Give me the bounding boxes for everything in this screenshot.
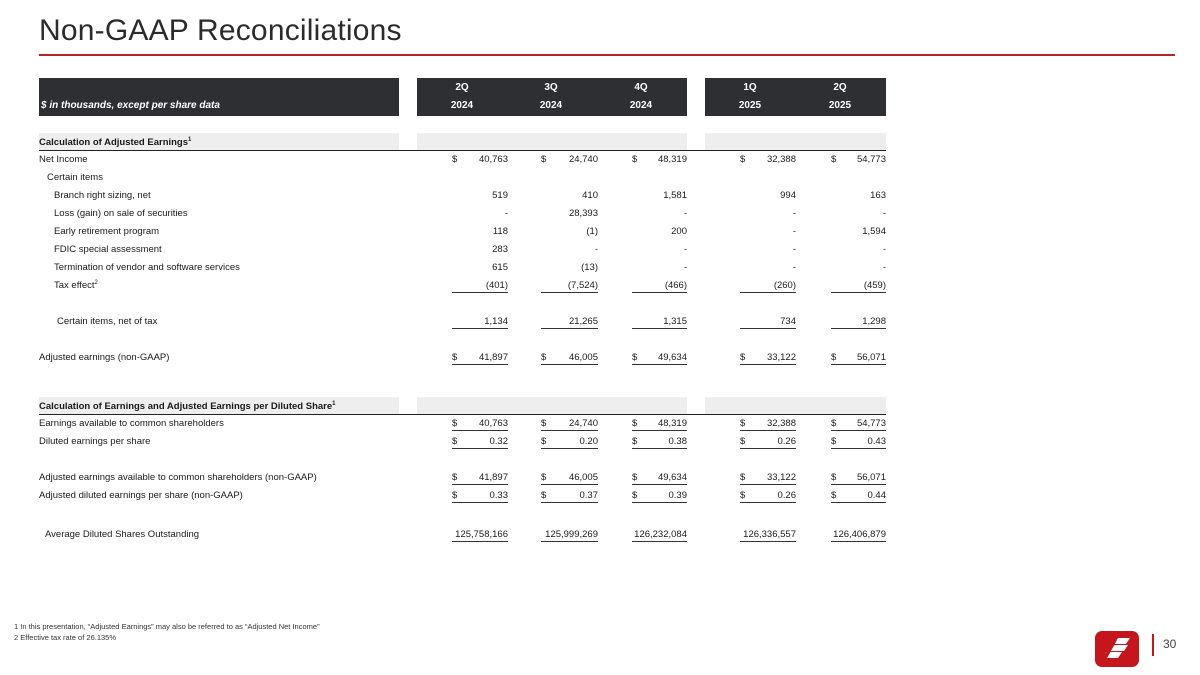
- table-cell: 126,336,557: [743, 529, 796, 540]
- section1-bg-2024: [417, 133, 687, 151]
- currency-symbol: $: [632, 352, 638, 363]
- cell-underline: [740, 328, 796, 329]
- table-cell: 519: [492, 190, 508, 201]
- table-cell: 48,319: [657, 154, 687, 165]
- cell-underline: [632, 364, 687, 365]
- table-cell: 1,134: [484, 316, 508, 327]
- table-cell: 40,763: [478, 418, 508, 429]
- currency-symbol: $: [541, 490, 547, 501]
- cell-underline: [541, 364, 598, 365]
- table-cell: 1,594: [862, 226, 886, 237]
- table-cell: 734: [780, 316, 796, 327]
- cell-underline: [632, 448, 687, 449]
- table-cell: 200: [671, 226, 687, 237]
- column-header-quarter: 2Q: [455, 82, 469, 93]
- table-cell: 56,071: [856, 472, 886, 483]
- table-cell: (466): [664, 280, 687, 291]
- table-cell: -: [504, 208, 508, 219]
- currency-symbol: $: [632, 436, 638, 447]
- table-cell: 32,388: [766, 154, 796, 165]
- cell-underline: [831, 502, 886, 503]
- cell-underline: [541, 502, 598, 503]
- units-label: $ in thousands, except per share data: [41, 100, 220, 111]
- table-cell: 0.38: [668, 436, 687, 447]
- currency-symbol: $: [541, 352, 547, 363]
- table-cell: 283: [492, 244, 508, 255]
- footnote-2: 2 Effective tax rate of 26.135%: [14, 633, 117, 642]
- cell-underline: [452, 364, 508, 365]
- currency-symbol: $: [452, 352, 458, 363]
- page-title: Non-GAAP Reconciliations: [39, 14, 402, 47]
- table-cell: 0.39: [668, 490, 687, 501]
- table-cell: 0.26: [777, 436, 796, 447]
- table-cell: 24,740: [568, 154, 598, 165]
- table-cell: -: [792, 262, 796, 273]
- table-cell: 49,634: [657, 472, 687, 483]
- table-cell: 126,406,879: [833, 529, 886, 540]
- cell-underline: [632, 430, 687, 431]
- table-cell: (401): [485, 280, 508, 291]
- cell-underline: [452, 448, 508, 449]
- currency-symbol: $: [831, 418, 837, 429]
- table-cell: (7,524): [567, 280, 598, 291]
- cell-underline: [632, 292, 687, 293]
- logo-mark-icon: [1102, 636, 1132, 662]
- table-cell: 0.32: [489, 436, 508, 447]
- currency-symbol: $: [632, 490, 638, 501]
- table-cell: -: [792, 208, 796, 219]
- cell-underline: [740, 541, 796, 542]
- row-label: Termination of vendor and software services: [54, 262, 240, 273]
- table-cell: (459): [863, 280, 886, 291]
- column-header-year: 2024: [539, 100, 563, 111]
- table-cell: -: [792, 244, 796, 255]
- currency-symbol: $: [541, 418, 547, 429]
- table-cell: 32,388: [766, 418, 796, 429]
- currency-symbol: $: [740, 490, 746, 501]
- column-header-quarter: 4Q: [634, 82, 648, 93]
- table-cell: 0.37: [579, 490, 598, 501]
- table-cell: -: [882, 244, 886, 255]
- table-cell: 41,897: [478, 472, 508, 483]
- table-cell: -: [792, 226, 796, 237]
- table-cell: 410: [582, 190, 598, 201]
- row-label: Early retirement program: [54, 226, 160, 237]
- table-cell: 0.26: [777, 490, 796, 501]
- cell-underline: [740, 292, 796, 293]
- cell-underline: [831, 328, 886, 329]
- cell-underline: [831, 292, 886, 293]
- title-divider: [39, 54, 1175, 56]
- cell-underline: [632, 541, 687, 542]
- cell-underline: [452, 430, 508, 431]
- column-header-year: 2025: [738, 100, 762, 111]
- currency-symbol: $: [831, 490, 837, 501]
- row-label: Certain items, net of tax: [57, 316, 158, 327]
- currency-symbol: $: [541, 472, 547, 483]
- cell-underline: [541, 430, 598, 431]
- table-cell: 0.33: [489, 490, 508, 501]
- table-cell: 994: [780, 190, 796, 201]
- column-header-quarter: 2Q: [833, 82, 847, 93]
- cell-underline: [452, 292, 508, 293]
- column-header-quarter: 3Q: [544, 82, 558, 93]
- currency-symbol: $: [632, 154, 638, 165]
- section2-title: Calculation of Earnings and Adjusted Earnings per Diluted Share$^1$: [39, 401, 336, 413]
- currency-symbol: $: [541, 436, 547, 447]
- currency-symbol: $: [452, 472, 458, 483]
- table-cell: 163: [870, 190, 886, 201]
- row-label: Branch right sizing, net: [54, 190, 151, 201]
- table-cell: 0.20: [579, 436, 598, 447]
- table-cell: 1,298: [862, 316, 886, 327]
- currency-symbol: $: [452, 490, 458, 501]
- cell-underline: [452, 484, 508, 485]
- table-cell: 54,773: [856, 418, 886, 429]
- row-label: Diluted earnings per share: [39, 436, 151, 447]
- table-cell: 40,763: [478, 154, 508, 165]
- section2-bg-2024: [417, 397, 687, 415]
- row-label: Earnings available to common shareholders: [39, 418, 224, 429]
- table-cell: (1): [586, 226, 598, 237]
- table-cell: 24,740: [568, 418, 598, 429]
- table-cell: 118: [492, 226, 508, 237]
- table-cell: 54,773: [856, 154, 886, 165]
- cell-underline: [740, 364, 796, 365]
- currency-symbol: $: [632, 418, 638, 429]
- cell-underline: [831, 364, 886, 365]
- table-cell: 33,122: [766, 472, 796, 483]
- company-logo-icon: [1095, 631, 1139, 667]
- table-cell: (260): [773, 280, 796, 291]
- currency-symbol: $: [740, 436, 746, 447]
- section1-title: Calculation of Adjusted Earnings$^1$: [39, 137, 192, 149]
- row-label: Loss (gain) on sale of securities: [54, 208, 188, 219]
- row-label: Net Income: [39, 154, 88, 165]
- section2-bg-2025: [705, 397, 886, 415]
- currency-symbol: $: [632, 472, 638, 483]
- table-cell: 46,005: [568, 352, 598, 363]
- row-label: Adjusted diluted earnings per share (non-GAAP): [39, 490, 243, 501]
- currency-symbol: $: [831, 352, 837, 363]
- cell-underline: [541, 484, 598, 485]
- footnote-1: 1 In this presentation, “Adjusted Earnings” may also be referred to as “Adjusted Net Income”: [14, 622, 320, 631]
- table-cell: 125,758,166: [455, 529, 508, 540]
- page-number-divider: [1152, 634, 1154, 656]
- row-label: Average Diluted Shares Outstanding: [45, 529, 200, 540]
- table-cell: 1,315: [663, 316, 687, 327]
- currency-symbol: $: [740, 418, 746, 429]
- cell-underline: [831, 448, 886, 449]
- cell-underline: [740, 502, 796, 503]
- currency-symbol: $: [831, 154, 837, 165]
- cell-underline: [831, 484, 886, 485]
- table-cell: 1,581: [663, 190, 687, 201]
- column-header-quarter: 1Q: [743, 82, 757, 93]
- table-cell: -: [882, 262, 886, 273]
- table-cell: -: [882, 208, 886, 219]
- table-cell: 33,122: [766, 352, 796, 363]
- page-number: 30: [1163, 637, 1177, 651]
- table-cell: 56,071: [856, 352, 886, 363]
- cell-underline: [831, 430, 886, 431]
- row-label: Tax effect$^2$: [54, 280, 98, 292]
- cell-underline: [740, 484, 796, 485]
- currency-symbol: $: [452, 436, 458, 447]
- cell-underline: [740, 448, 796, 449]
- row-label: Certain items: [47, 172, 103, 183]
- column-header-year: 2025: [828, 100, 852, 111]
- table-cell: 125,999,269: [545, 529, 598, 540]
- table-cell: (13): [581, 262, 598, 273]
- column-header-year: 2024: [450, 100, 474, 111]
- cell-underline: [541, 541, 598, 542]
- currency-symbol: $: [831, 472, 837, 483]
- table-cell: -: [594, 244, 598, 255]
- currency-symbol: $: [740, 472, 746, 483]
- table-cell: 0.44: [867, 490, 886, 501]
- table-cell: 49,634: [657, 352, 687, 363]
- cell-underline: [452, 541, 508, 542]
- cell-underline: [452, 502, 508, 503]
- row-label: Adjusted earnings available to common shareholders (non-GAAP): [39, 472, 317, 483]
- row-label: FDIC special assessment: [54, 244, 162, 255]
- table-cell: 28,393: [568, 208, 598, 219]
- cell-underline: [632, 328, 687, 329]
- cell-underline: [541, 292, 598, 293]
- row-label: Adjusted earnings (non-GAAP): [39, 352, 170, 363]
- cell-underline: [452, 328, 508, 329]
- table-cell: -: [683, 208, 687, 219]
- currency-symbol: $: [452, 154, 458, 165]
- currency-symbol: $: [541, 154, 547, 165]
- table-cell: 615: [492, 262, 508, 273]
- section1-bg-2025: [705, 133, 886, 151]
- cell-underline: [632, 502, 687, 503]
- table-cell: 126,232,084: [634, 529, 687, 540]
- column-header-year: 2024: [629, 100, 653, 111]
- section1-rule: [39, 150, 886, 151]
- table-cell: -: [683, 244, 687, 255]
- table-cell: 0.43: [867, 436, 886, 447]
- table-cell: 41,897: [478, 352, 508, 363]
- section2-rule: [39, 414, 886, 415]
- cell-underline: [541, 328, 598, 329]
- table-cell: 48,319: [657, 418, 687, 429]
- table-cell: -: [683, 262, 687, 273]
- currency-symbol: $: [740, 154, 746, 165]
- cell-underline: [541, 448, 598, 449]
- currency-symbol: $: [452, 418, 458, 429]
- table-cell: 46,005: [568, 472, 598, 483]
- cell-underline: [632, 484, 687, 485]
- table-cell: 21,265: [568, 316, 598, 327]
- currency-symbol: $: [740, 352, 746, 363]
- cell-underline: [740, 430, 796, 431]
- cell-underline: [831, 541, 886, 542]
- currency-symbol: $: [831, 436, 837, 447]
